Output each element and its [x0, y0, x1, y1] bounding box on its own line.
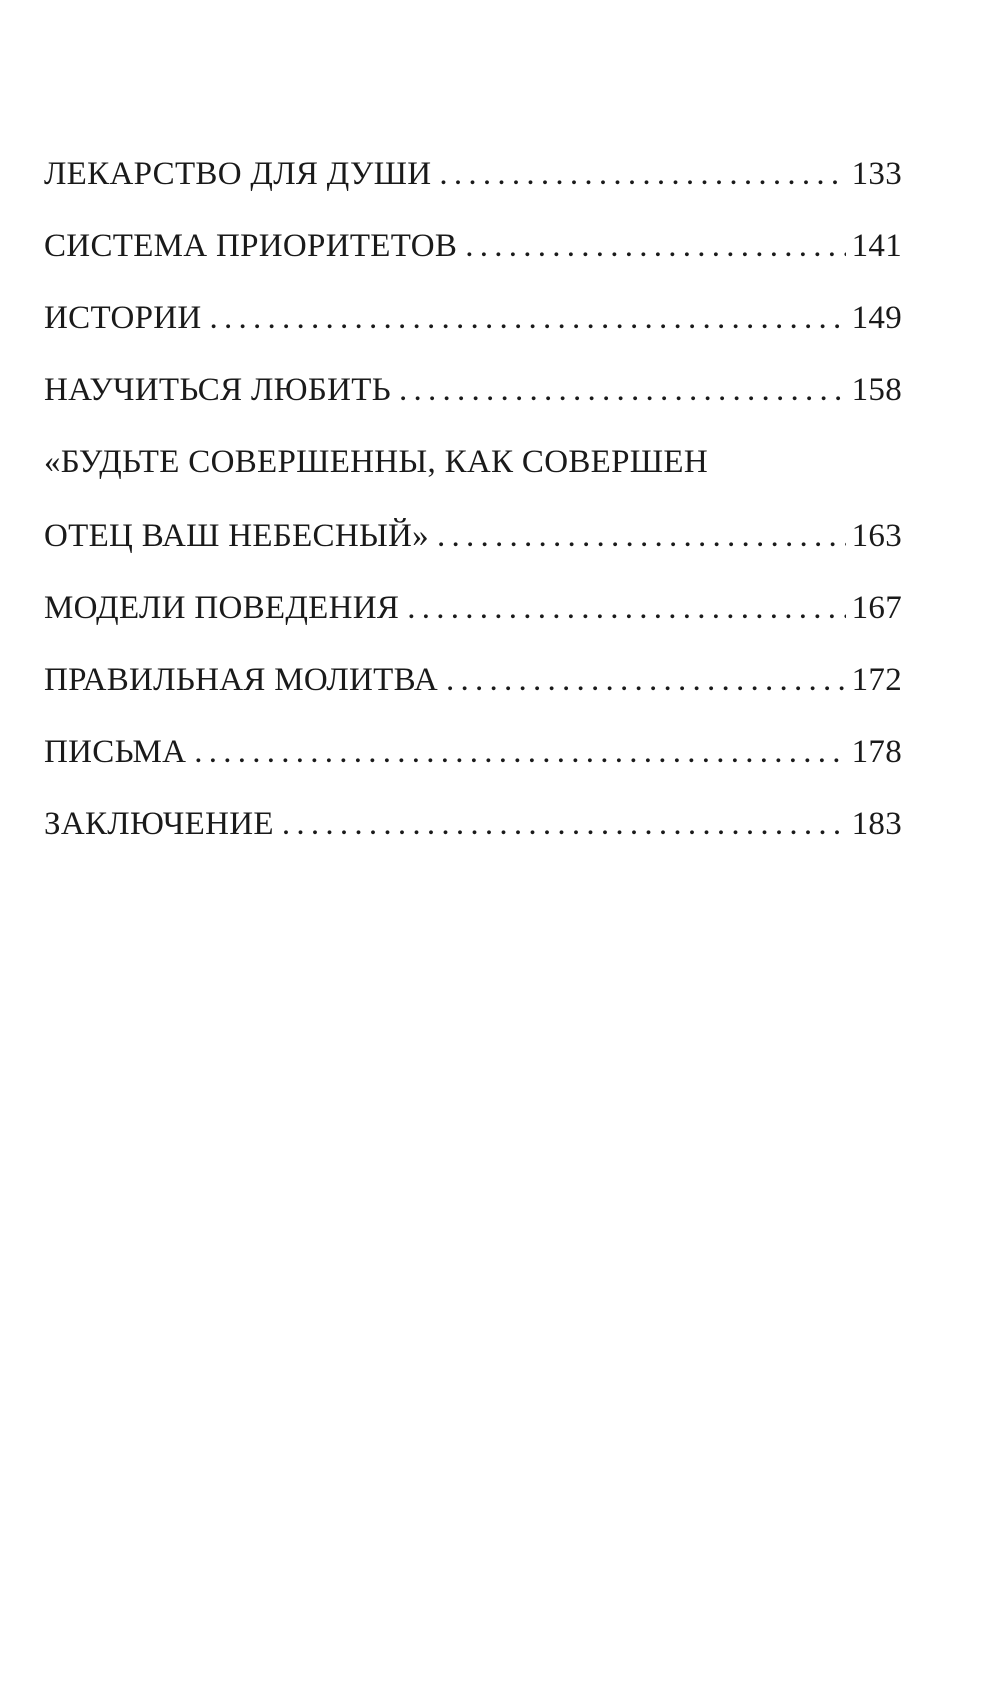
dot-leader: [194, 733, 845, 771]
toc-line: [44, 805, 902, 843]
toc-entry-title: ЗАКЛЮЧЕНИЕ: [44, 806, 274, 842]
toc-entry-title: ЛЕКАРСТВО ДЛЯ ДУШИ: [44, 156, 432, 192]
toc-entry-page-number: 141: [851, 228, 902, 264]
toc-line: [44, 733, 902, 771]
toc-entry-page-number: 167: [851, 590, 902, 626]
dot-leader: [399, 371, 846, 409]
toc-line: [44, 371, 902, 409]
toc-line: [44, 227, 902, 265]
toc-entry-title: ОТЕЦ ВАШ НЕБЕСНЫЙ»: [44, 518, 429, 554]
toc-entry: [44, 661, 902, 699]
dot-leader: [446, 661, 846, 699]
dot-leader: [437, 517, 846, 555]
toc-line: [44, 155, 902, 193]
toc-entry-page-number: 178: [851, 734, 902, 770]
toc-entry: [44, 155, 902, 193]
toc-line: [44, 299, 902, 337]
dot-leader: [210, 299, 846, 337]
toc-entry-title: ПИСЬМА: [44, 734, 187, 770]
toc-entry: [44, 299, 902, 337]
toc-entry: [44, 733, 902, 771]
toc-entry: [44, 371, 902, 409]
toc-entry-title: СИСТЕМА ПРИОРИТЕТОВ: [44, 228, 458, 264]
table-of-contents: [44, 155, 902, 877]
toc-entry-title-first-line: «БУДЬТЕ СОВЕРШЕННЫ, КАК СОВЕРШЕН: [44, 444, 708, 480]
toc-entry: [44, 805, 902, 843]
toc-entry: [44, 227, 902, 265]
dot-leader: [282, 805, 846, 843]
toc-line: [44, 517, 902, 555]
toc-entry-page-number: 149: [851, 300, 902, 336]
toc-entry: [44, 443, 902, 555]
toc-entry-title: НАУЧИТЬСЯ ЛЮБИТЬ: [44, 372, 391, 408]
toc-line: [44, 661, 902, 699]
toc-entry: [44, 589, 902, 627]
toc-entry-page-number: 183: [851, 806, 902, 842]
toc-entry-title: ПРАВИЛЬНАЯ МОЛИТВА: [44, 662, 438, 698]
toc-entry-page-number: 172: [851, 662, 902, 698]
dot-leader: [407, 589, 845, 627]
dot-leader: [465, 227, 845, 265]
dot-leader: [439, 155, 845, 193]
toc-entry-title: МОДЕЛИ ПОВЕДЕНИЯ: [44, 590, 400, 626]
toc-entry-title: ИСТОРИИ: [44, 300, 202, 336]
toc-entry-page-number: 133: [851, 156, 902, 192]
toc-line: [44, 589, 902, 627]
toc-entry-page-number: 158: [851, 372, 902, 408]
toc-entry-page-number: 163: [851, 518, 902, 554]
